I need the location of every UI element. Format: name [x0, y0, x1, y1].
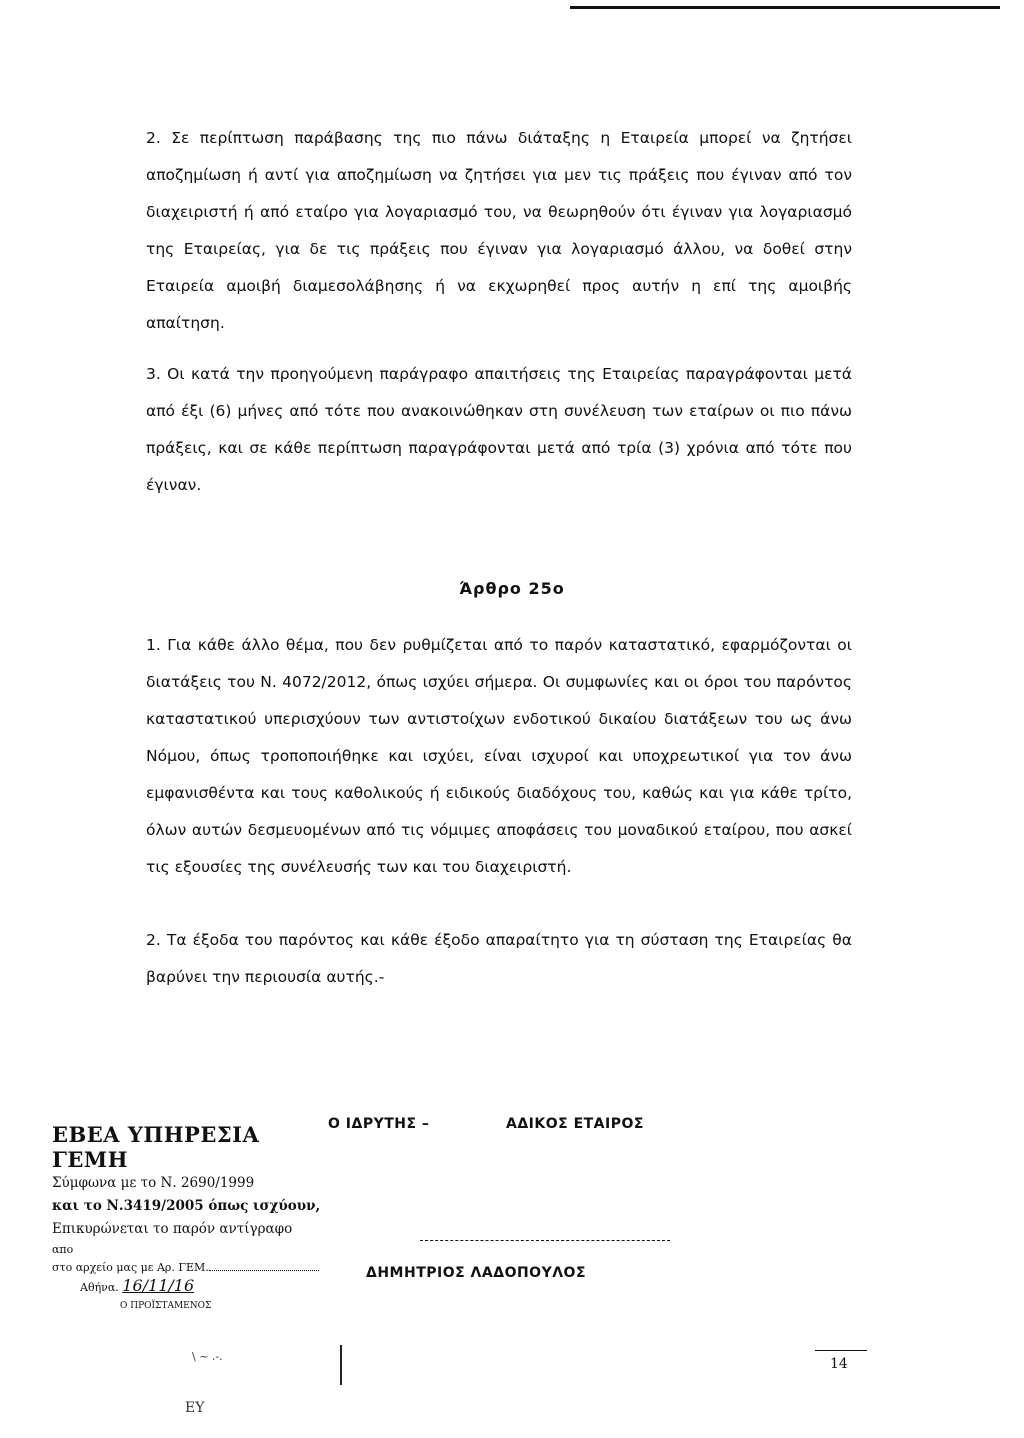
stamp-archive-line	[52, 1259, 342, 1277]
article-paragraph-2	[146, 922, 852, 996]
section-3-paragraph	[146, 356, 852, 504]
article-paragraph-1	[146, 627, 852, 886]
margin-bar	[340, 1345, 342, 1385]
stamp-handwritten-date: 16/11/16	[122, 1276, 195, 1295]
partner-title: ΑΔΙΚΟΣ ΕΤΑΙΡΟΣ	[506, 1116, 644, 1132]
article-heading: Άρθρο 25ο	[459, 579, 565, 598]
stamp-date-line	[52, 1277, 342, 1297]
scribble-mark: \ ~ .-.	[192, 1350, 223, 1363]
page-number: 14	[830, 1356, 848, 1372]
top-rule	[570, 6, 1000, 9]
stamp-title: ΕΒΕΑ ΥΠΗΡΕΣΙΑ ΓΕΜΗ	[52, 1122, 260, 1172]
stamp-city: Αθήνα.	[80, 1281, 119, 1294]
article-p1-text: 1. Για κάθε άλλο θέμα, που δεν ρυθμίζεται από το παρόν καταστατικό, εφαρμόζονται οι διατάξεις του Ν. 4072/2012, όπως ισχύει σήμερα. Οι συμφωνίες και οι όροι του παρόντος καταστατικού υπερισχύουν των αντιστοίχων ενδοτικού δικαίου διατάξεων του ως άνω Νόμου, όπως τροποποιήθηκε και ισχύει, είναι ισχυροί και υποχρεωτικοί για τον άνω εμφανισθέντα και τους καθολικούς ή ειδικούς διαδόχους του, καθώς και για κάθε τρίτο, όλων αυτών δεσμευομένων από τις νόμιμες αποφάσεις του μοναδικού εταίρου, που ασκεί τις εξουσίες της συνέλευσής των και του διαχειριστή.	[146, 636, 852, 876]
stamp-archive-text: στο αρχείο μας με Αρ. ΓΕΜ.	[52, 1261, 209, 1274]
stamp-officer-line: Ο ΠΡΟΪΣΤΑΜΕΝΟΣ	[120, 1301, 212, 1311]
footer-mark: ΕΥ	[185, 1400, 205, 1416]
stamp-from-line: απο	[52, 1243, 74, 1256]
founder-title: Ο ΙΔΡΥΤΗΣ –	[328, 1116, 430, 1132]
certification-stamp	[52, 1122, 342, 1315]
section-3-text: 3. Οι κατά την προηγούμενη παράγραφο απαιτήσεις της Εταιρείας παραγράφονται μετά από έξι (6) μήνες από τότε που ανακοινώθηκαν στη συνέλευση των εταίρων οι πιο πάνω πράξεις, και σε κάθε περίπτωση παραγράφονται μετά από τρία (3) χρόνια από τότε που έγιναν.	[146, 365, 852, 494]
stamp-law-line: Σύμφωνα με το Ν. 2690/1999	[52, 1175, 255, 1191]
stamp-law-line-2: και το Ν.3419/2005 όπως ισχύουν,	[52, 1198, 321, 1214]
section-2-paragraph	[146, 120, 852, 342]
section-2-text: 2. Σε περίπτωση παράβασης της πιο πάνω διάταξης η Εταιρεία μπορεί να ζητήσει αποζημίωση ή αντί για αποζημίωση να ζητήσει για μεν τις πράξεις που έγιναν από τον διαχειριστή ή από εταίρο για λογαριασμό του, να θεωρηθούν ότι έγιναν για λογαριασμό της Εταιρείας, για δε τις πράξεις που έγιναν για λογαριασμό άλλου, να δοθεί στην Εταιρεία αμοιβή διαμεσολάβησης ή να εκχωρηθεί προς αυτήν η επί της αμοιβής απαίτηση.	[146, 129, 852, 332]
page-number-rule	[815, 1350, 867, 1351]
stamp-certify-line: Επικυρώνεται το παρόν αντίγραφο	[52, 1221, 293, 1237]
article-p2-text: 2. Τα έξοδα του παρόντος και κάθε έξοδο απαραίτητο για τη σύσταση της Εταιρείας θα βαρύνει την περιουσία αυτής.-	[146, 931, 852, 986]
partner-name: ΔΗΜΗΤΡΙΟΣ ΛΑΔΟΠΟΥΛΟΣ	[366, 1265, 587, 1281]
signature-line	[420, 1240, 670, 1241]
